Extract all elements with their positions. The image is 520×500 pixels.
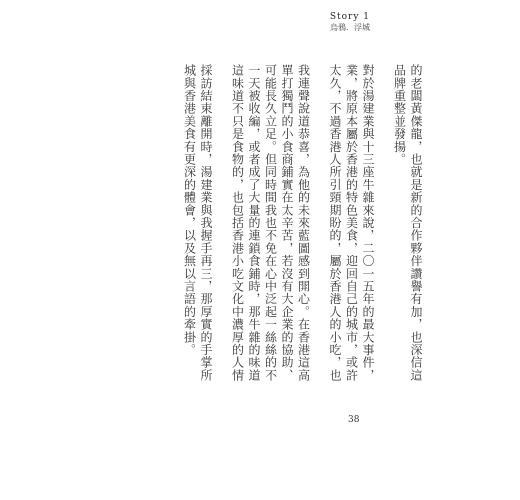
- text-column: 採訪結束離開時，湯建業與我握手再三，那厚實的手掌所: [199, 64, 213, 382]
- paragraph-4: [181, 64, 214, 382]
- running-head-subtitle: 烏鴉．浮城: [330, 23, 370, 33]
- paragraph-3: [229, 64, 312, 382]
- running-head-title: Story 1: [329, 12, 370, 22]
- text-column: 城與香港美食有更深的體會，以及無以言語的牽掛。: [182, 64, 197, 357]
- running-head: [330, 12, 370, 33]
- text-column: 太久，不過香港人所引頸期盼的，屬於香港人的小吃，也: [328, 64, 342, 382]
- text-column: 一天被收編，或者成了大量的連鎖食鋪時，那牛雜的味道: [247, 64, 261, 382]
- text-column: 可能長久立足。但同時間我也不免在心中泛起一絲絲的不: [263, 64, 278, 382]
- text-column: 單打獨鬥的小食商鋪實在太辛苦，若沒有大企業的協助、: [280, 64, 294, 382]
- text-column: 我連聲說道恭喜，為他的未來藍圖感到開心。在香港這高: [296, 64, 311, 382]
- paragraph-2: [327, 64, 377, 382]
- text-column: 對於湯建業與十三座牛雜來說，二〇一五年的最大事件，: [361, 64, 375, 382]
- text-column: 的老闆黃傑龍，也就是新的合作夥伴讚譽有加，也深信這: [409, 64, 423, 382]
- paragraph-1: [391, 64, 424, 382]
- text-column: 這味道不只是食物的，也包括香港小吃文化中濃厚的人情: [230, 64, 245, 382]
- text-column: 業，將原本屬於香港的特色美食，迎回自己的城市，或許: [344, 64, 359, 382]
- text-column: 品牌重整並發揚。: [392, 64, 407, 166]
- page-number: 38: [348, 415, 360, 425]
- body-text: [168, 64, 424, 382]
